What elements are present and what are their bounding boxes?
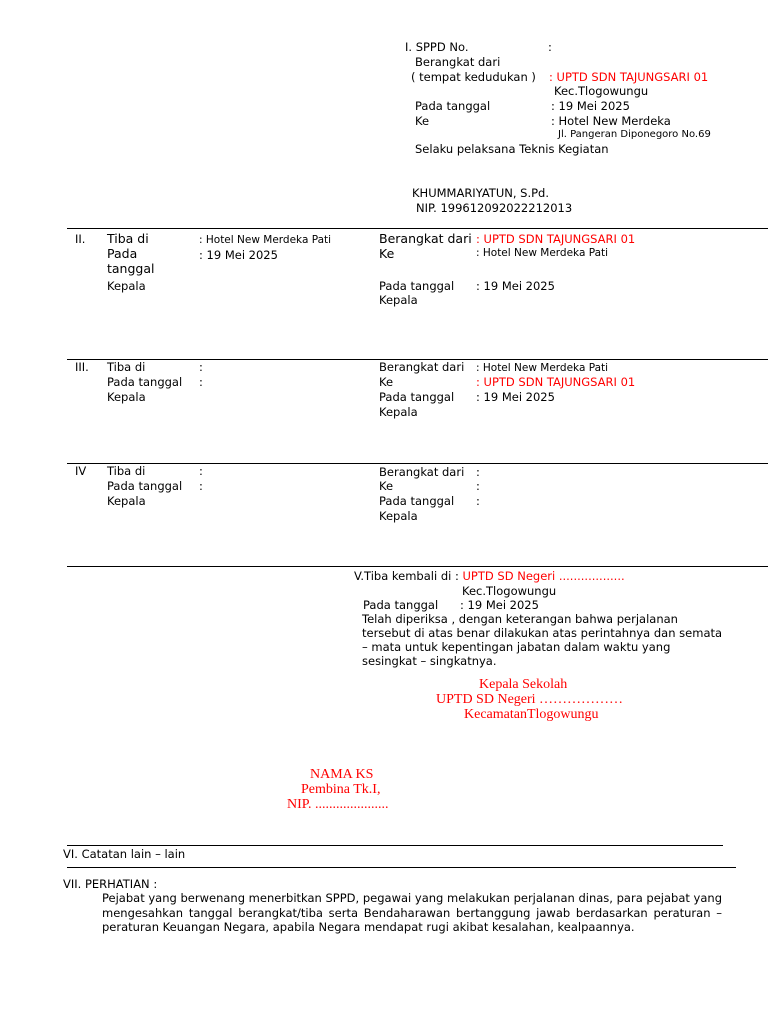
perhatian-label: VII. PERHATIAN : xyxy=(63,877,158,891)
kepala-label: Kepala xyxy=(107,279,146,293)
tiba-di-value: : Hotel New Merdeka Pati xyxy=(199,234,332,246)
alamat-text: Jl. Pangeran Diponegoro No.69 xyxy=(558,129,711,140)
tempat-kedudukan-label: ( tempat kedudukan ) xyxy=(411,70,536,84)
kepala-right-label: Kepala xyxy=(379,293,418,307)
kecamatan-name: KecamatanTlogowungu xyxy=(464,707,599,722)
divider-line xyxy=(67,566,768,567)
pada-tanggal-value: : 19 Mei 2025 xyxy=(199,248,278,262)
tiba-di-label: Tiba di xyxy=(107,231,149,246)
nip-text: NIP. ..................... xyxy=(287,797,389,812)
kepala-sekolah-title: Kepala Sekolah xyxy=(479,677,568,692)
pada-tanggal-label: Pada tanggal xyxy=(415,99,491,113)
signer-name: KHUMMARIYATUN, S.Pd. xyxy=(412,186,550,200)
pada-tanggal-right-value: : 19 Mei 2025 xyxy=(476,279,555,293)
divider-line xyxy=(67,845,723,846)
pada-tanggal-label: Pada tanggal xyxy=(107,375,183,389)
kecamatan-text: Kec.Tlogowungu xyxy=(462,584,557,598)
section-number: III. xyxy=(75,360,89,374)
divider-line xyxy=(67,228,768,229)
pada-tanggal-right-label: Pada tanggal xyxy=(379,390,455,404)
ke-label: Ke xyxy=(379,375,394,389)
ke-value: : Hotel New Merdeka Pati xyxy=(476,247,609,259)
kepala-right-label: Kepala xyxy=(379,509,418,523)
pada-tanggal-value: : 19 Mei 2025 xyxy=(460,598,539,612)
pangkat-text: Pembina Tk.I, xyxy=(301,782,381,797)
tiba-di-colon: : xyxy=(199,360,203,374)
pada-tanggal-right-label: Pada tanggal xyxy=(379,494,455,508)
berangkat-dari-colon: : xyxy=(476,465,480,479)
keterangan-paragraph: Telah diperiksa , dengan keterangan bahwa perjalanan tersebut di atas benar dilakukan atas perintahnya dan semata – mata untuk kepentingan jabatan dalam waktu yang sesingkat – singkatnya. xyxy=(362,612,723,668)
section-number: IV xyxy=(75,464,87,478)
berangkat-dari-value: : UPTD SDN TAJUNGSARI 01 xyxy=(476,232,636,246)
pada-tanggal-value: : 19 Mei 2025 xyxy=(551,99,630,113)
ke-colon: : xyxy=(476,479,480,493)
berangkat-dari-label: Berangkat dari xyxy=(379,465,465,479)
berangkat-dari-label: Berangkat dari xyxy=(379,360,465,374)
ke-value: : Hotel New Merdeka xyxy=(551,114,671,128)
kepala-label: Kepala xyxy=(107,390,146,404)
pada-tanggal-colon: : xyxy=(199,375,203,389)
berangkat-dari-label: Berangkat dari xyxy=(379,231,472,246)
tiba-di-label: Tiba di xyxy=(107,360,146,374)
perhatian-paragraph: Pejabat yang berwenang menerbitkan SPPD, pegawai yang melakukan perjalanan dinas, para pejabat yang mengesahkan tanggal berangkat/tiba serta Bendaharawan bertanggung jawab berdasarkan peraturan – peraturan Keuangan Negara, apabila Negara mendapat rugi akibat kesalahan, kealpaannya. xyxy=(102,891,722,934)
sppd-no-label: I. SPPD No. xyxy=(405,40,469,54)
section-number: II. xyxy=(75,232,86,246)
tiba-di-label: Tiba di xyxy=(107,464,146,478)
divider-line xyxy=(67,463,768,464)
ke-label: Ke xyxy=(379,479,394,493)
pada-tanggal-label: Pada tanggal xyxy=(363,598,439,612)
kepala-right-label: Kepala xyxy=(379,405,418,419)
ke-value: : UPTD SDN TAJUNGSARI 01 xyxy=(476,375,636,389)
ke-label: Ke xyxy=(379,246,395,261)
tempat-kedudukan-value: : UPTD SDN TAJUNGSARI 01 xyxy=(549,70,709,84)
pada-tanggal-right-label: Pada tanggal xyxy=(379,279,455,293)
pada-tanggal-right-value: : 19 Mei 2025 xyxy=(476,390,555,404)
tanggal-label: tanggal xyxy=(107,261,155,276)
tiba-kembali-row xyxy=(354,569,625,583)
berangkat-dari-value: : Hotel New Merdeka Pati xyxy=(476,362,609,374)
berangkat-dari-label: Berangkat dari xyxy=(415,55,501,69)
sppd-no-colon: : xyxy=(548,40,552,54)
nama-ks: NAMA KS xyxy=(310,767,374,782)
divider-line xyxy=(67,867,736,868)
pada-tanggal-label: Pada tanggal xyxy=(107,479,183,493)
uptd-name: UPTD SD Negeri ……………… xyxy=(436,692,624,707)
catatan-lain-label: VI. Catatan lain – lain xyxy=(63,847,186,861)
tiba-kembali-label: V.Tiba kembali di : xyxy=(354,569,463,583)
pada-tanggal-colon: : xyxy=(199,479,203,493)
tiba-kembali-value: UPTD SD Negeri .................. xyxy=(462,569,625,583)
ke-label: Ke xyxy=(415,114,430,128)
kecamatan-text: Kec.Tlogowungu xyxy=(554,84,649,98)
signer-nip: NIP. 199612092022212013 xyxy=(416,201,573,215)
selaku-text: Selaku pelaksana Teknis Kegiatan xyxy=(415,142,609,156)
pada-tanggal-right-colon: : xyxy=(476,494,480,508)
kepala-label: Kepala xyxy=(107,494,146,508)
pada-label: Pada xyxy=(107,246,138,261)
tiba-di-colon: : xyxy=(199,464,203,478)
